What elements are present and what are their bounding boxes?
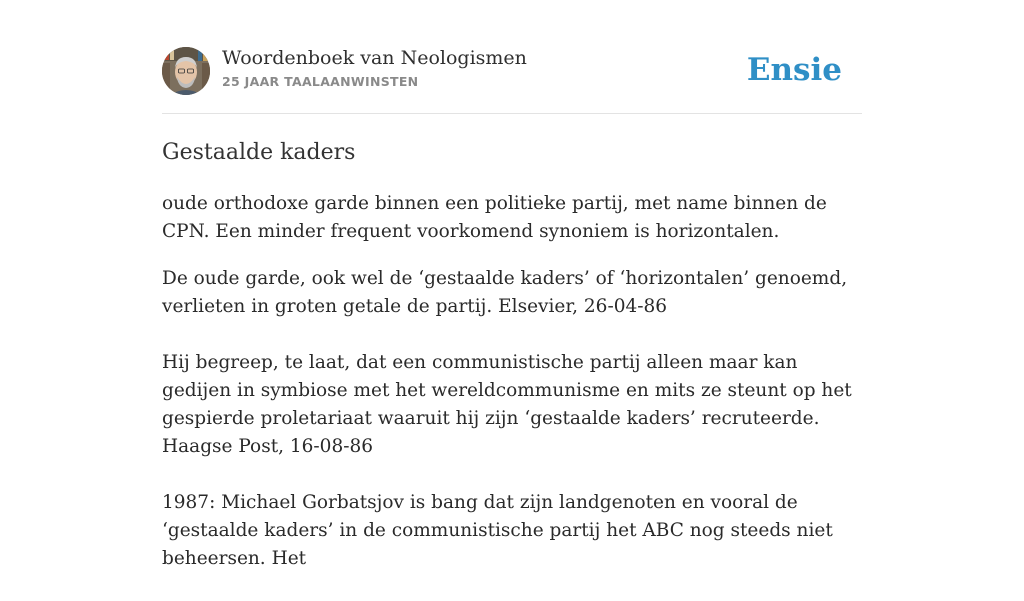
entry-title: Gestaalde kaders: [162, 140, 356, 165]
author-avatar[interactable]: [162, 47, 210, 95]
quote-item: 1987: Michael Gorbatsjov is bang dat zijn landgenoten en vooral de ‘gestaalde kaders’ in de communistische partij het ABC nog steeds niet beheersen. Het: [162, 492, 833, 569]
quote-item: Hij begreep, te laat, dat een communistische partij alleen maar kan gedijen in symbiose met het wereldcommunisme en mits ze steunt op het gespierde proletariaat waaruit hij zijn ‘gestaalde kaders’ recruteerde. Haagse Post, 16-08-86: [162, 352, 852, 457]
entry-definition: oude orthodoxe garde binnen een politieke partij, met name binnen de CPN. Een minder frequent voorkomend synoniem is horizontalen.: [162, 193, 827, 242]
entry-header: [162, 46, 862, 96]
author-name[interactable]: Woordenboek van Neologismen: [222, 47, 527, 69]
entry-quotes: [162, 265, 866, 601]
header-divider: [162, 113, 862, 114]
author-subtitle: 25 JAAR TAALAANWINSTEN: [222, 74, 419, 89]
ensie-logo-link[interactable]: Ensie: [746, 52, 842, 88]
author-photo-icon: [162, 47, 210, 95]
quote-item: De oude garde, ook wel de ‘gestaalde kaders’ of ‘horizontalen’ genoemd, verlieten in groten getale de partij. Elsevier, 26-04-86: [162, 268, 848, 317]
